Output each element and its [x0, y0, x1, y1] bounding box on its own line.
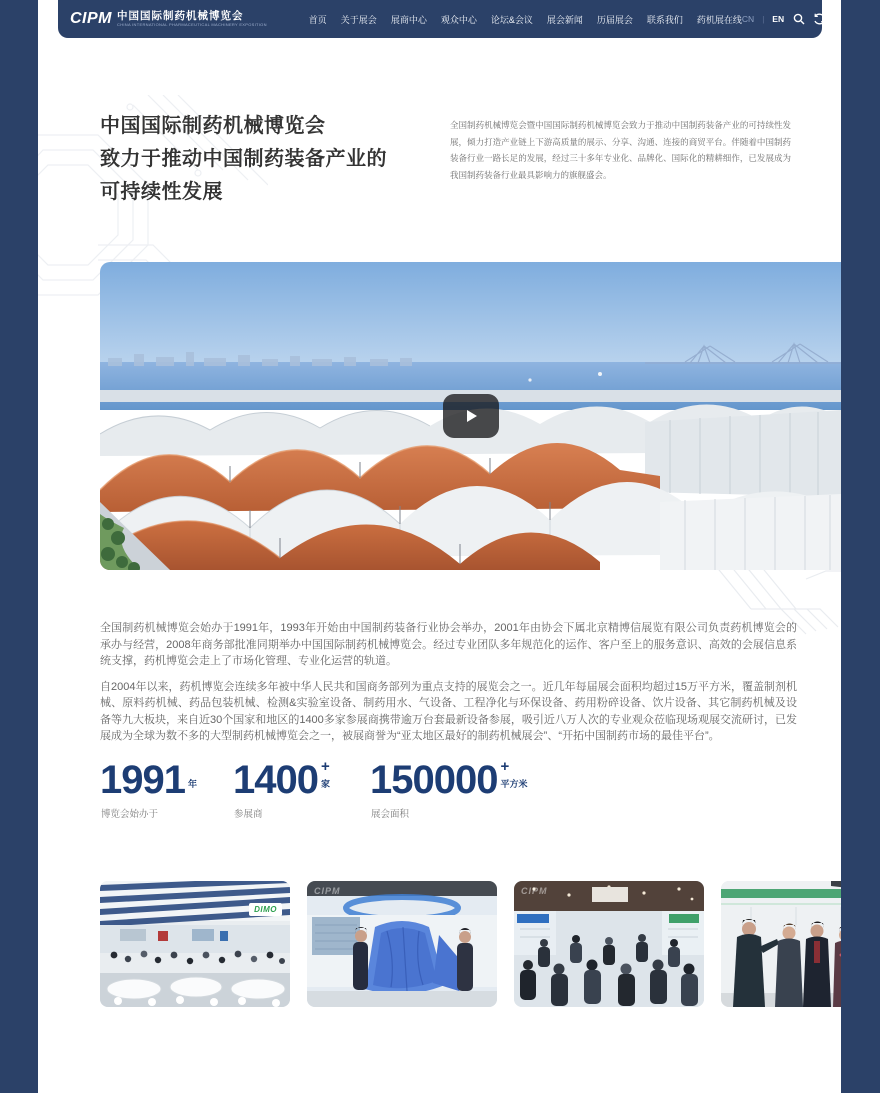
stat-area-value: 150000 — [370, 758, 498, 802]
main-nav — [309, 13, 742, 26]
cipm-watermark: CIPM — [521, 886, 548, 896]
stat-founded-label: 博览会始办于 — [101, 809, 159, 820]
cipm-watermark: CIPM — [314, 886, 341, 896]
logo-cipm-text: CIPM — [70, 10, 112, 27]
stat-exhibitors — [233, 758, 330, 820]
nav-online-expo[interactable]: 药机展在线 — [696, 14, 742, 25]
play-button[interactable] — [443, 394, 499, 438]
play-icon — [463, 408, 479, 424]
about-paragraph-2: 自2004年以来，药机博览会连续多年被中华人民共和国商务部列为重点支持的展览会之一。近几年每届展会面积均超过15万平方米，覆盖制剂机械、原料药机械、药品包装机械、检测&实验室设备、制药用水、气设备、工程净化与环保设备、药用粉碎设备、饮片设备、其它制药机械及设备等九大板块，来自近30个国家和地区的1400多家参展商携带逾万台套最新设备参展，吸引近八万人次的专业观众莅临现场观展交流研讨，已发展成为全球为数不多的大型制药机械博览会之一，被展商誉为“亚太地区最好的制药机械展会”、“开拓中国制药市场的最佳平台”。 — [100, 680, 797, 742]
nav-forum-conference[interactable]: 论坛&会议 — [490, 14, 533, 25]
nav-about[interactable]: 关于展会 — [340, 14, 377, 25]
gallery-photo-banquet[interactable] — [100, 881, 290, 1007]
dimo-sign: DIMO — [249, 903, 282, 916]
stat-area-unit: 平方米 — [500, 779, 528, 789]
logo-en-name: CHINA INTERNATIONAL PHARMACEUTICAL MACHINERY EXPOSITION — [117, 22, 267, 28]
stat-exhibitors-label: 参展商 — [234, 809, 263, 820]
stat-area-plus: + — [500, 758, 510, 775]
gallery-photo-crowd[interactable] — [514, 881, 704, 1007]
gallery-photo-unveiling[interactable] — [307, 881, 497, 1007]
header-controls — [742, 13, 826, 26]
nav-past-shows[interactable]: 历届展会 — [596, 14, 633, 25]
nav-news[interactable]: 展会新闻 — [546, 14, 583, 25]
search-icon[interactable] — [792, 13, 805, 26]
stat-founded — [100, 758, 197, 820]
nav-exhibitor-center[interactable]: 展商中心 — [390, 14, 427, 25]
lang-cn-toggle[interactable]: CN — [741, 14, 755, 24]
stat-founded-unit: 年 — [187, 779, 197, 789]
photo-gallery — [100, 881, 841, 1007]
stat-exhibitors-plus: + — [320, 758, 330, 775]
logo-cn-name: 中国国际制药机械博览会 — [117, 9, 244, 22]
crowd-image — [514, 881, 704, 1007]
nav-home[interactable]: 首页 — [308, 14, 327, 25]
page-title — [100, 110, 460, 209]
gallery-photo-delegation[interactable] — [721, 881, 841, 1007]
stat-exhibitors-value: 1400 — [233, 758, 318, 802]
unveiling-image — [307, 881, 497, 1007]
nav-contact[interactable]: 联系我们 — [646, 14, 683, 25]
title-line-1: 中国国际制药机械博览会 — [100, 115, 326, 137]
about-section — [100, 620, 797, 745]
sync-icon[interactable] — [813, 13, 826, 26]
title-line-3: 可持续性发展 — [100, 181, 223, 203]
top-navbar — [58, 0, 822, 38]
title-line-2: 致力于推动中国制药装备产业的 — [100, 148, 387, 170]
delegation-image — [721, 881, 841, 1007]
intro-summary: 全国制药机械博览会暨中国国际制药机械博览会致力于推动中国制药装备产业的可持续性发展，倾力打造产业链上下游高质量的展示、分享、沟通、连接的商贸平台。伴随着中国制药装备行业一路长足的发展，经过三十多年专业化、品牌化、国际化的精耕细作，已发展成为我国制药装备行业最具影响力的旗舰盛会。 — [450, 120, 791, 180]
promo-video[interactable] — [100, 262, 841, 570]
stat-exhibitors-unit: 家 — [320, 779, 330, 789]
stat-founded-plus — [188, 762, 197, 772]
content-card — [38, 0, 841, 1093]
banquet-image — [100, 881, 290, 1007]
about-paragraph-1: 全国制药机械博览会始办于1991年，1993年开始由中国制药装备行业协会举办，2001年由协会下属北京精博信展览有限公司负责药机博览会的承办与经营，2008年商务部批准同期举办中国国际制药机械博览会。经过专业团队多年规范化的运作、客户至上的服务意识、高效的会展信息系统支撑，药机博览会走上了市场化管理、专业化运营的轨道。 — [100, 622, 797, 667]
stat-area-label: 展会面积 — [371, 809, 410, 820]
stat-area — [370, 758, 528, 820]
nav-visitor-center[interactable]: 观众中心 — [440, 14, 477, 25]
site-logo[interactable] — [70, 10, 267, 28]
stat-founded-value: 1991 — [100, 758, 185, 802]
lang-divider: | — [762, 14, 765, 24]
lang-en-toggle[interactable]: EN — [772, 14, 785, 24]
